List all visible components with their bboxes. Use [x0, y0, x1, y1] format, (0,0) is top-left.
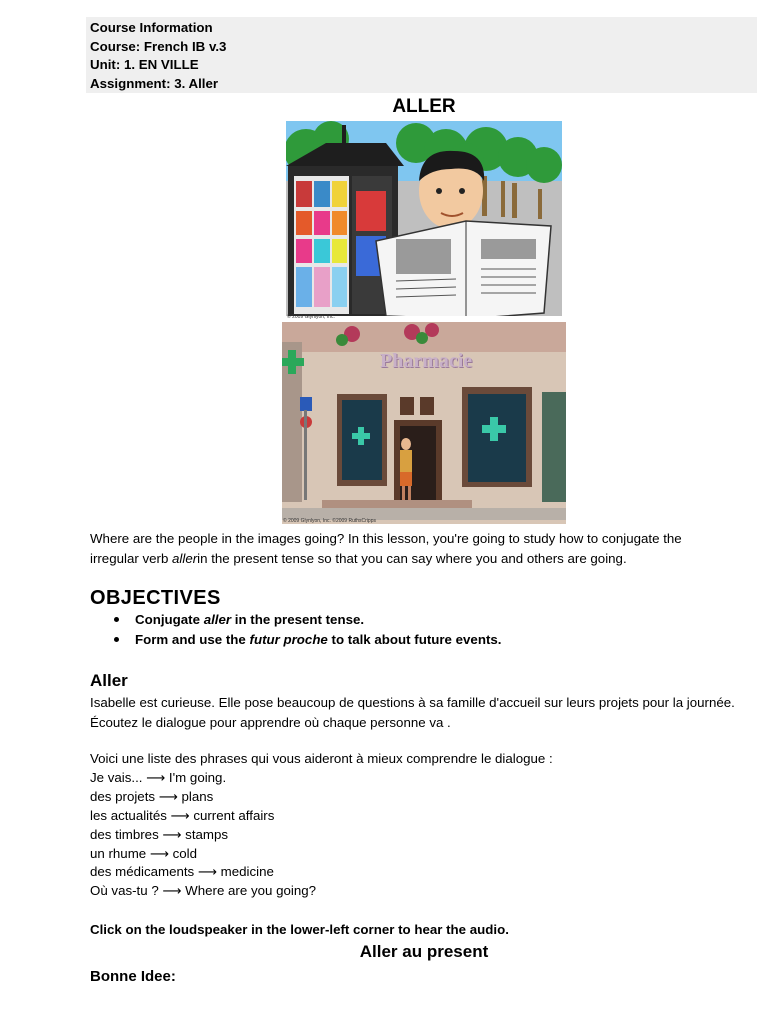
- course-name: Course: French IB v.3: [90, 38, 227, 54]
- pharmacy-credit: © 2009 Glynlyon, Inc. ©2009 RuthsCripps: [283, 518, 376, 524]
- vocab-item: des projets ⟶ plans: [90, 788, 214, 804]
- vocab-item: des timbres ⟶ stamps: [90, 826, 229, 842]
- unit-name: Unit: 1. EN VILLE: [90, 57, 199, 73]
- aller-p2: Écoutez le dialogue pour apprendre où chaque personne va .: [90, 714, 451, 730]
- vocab-item: un rhume ⟶ cold: [90, 845, 198, 861]
- vocab-item: Où vas-tu ? ⟶ Where are you going?: [90, 883, 317, 899]
- bullet-icon: [114, 637, 119, 642]
- objective-2-start: Form and use the: [135, 631, 250, 647]
- intro-line-1: Where are the people in the images going? In this lesson, you're going to study how to conjugate the: [90, 531, 682, 546]
- aller-p1: Isabelle est curieuse. Elle pose beaucoup de questions à sa famille d'accueil sur leurs projets pour la journée.: [90, 695, 735, 710]
- pharmacy-photo: [282, 322, 566, 524]
- aller-heading: Aller: [90, 671, 128, 690]
- objective-1-end: in the present tense.: [231, 612, 365, 627]
- intro-line-2-end: in the present tense so that you can say where you and others are going.: [197, 550, 627, 566]
- objectives-heading: OBJECTIVES: [90, 587, 221, 609]
- page-title: ALLER: [392, 96, 456, 117]
- assignment-name: Assignment: 3. Aller: [90, 76, 219, 92]
- course-info-heading: Course Information: [90, 20, 213, 35]
- course-info-box: [86, 17, 757, 93]
- vocab-intro: Voici une liste des phrases qui vous aideront à mieux comprendre le dialogue :: [90, 751, 553, 766]
- audio-instruction: Click on the loudspeaker in the lower-left corner to hear the audio.: [90, 922, 509, 937]
- present-heading: Aller au present: [359, 942, 489, 961]
- aller-paragraph: [90, 693, 735, 732]
- objectives-list: [90, 610, 501, 649]
- kiosk-credit: © 2009 Glynlyon, Inc.: [287, 314, 335, 320]
- vocab-item: des médicaments ⟶ medicine: [90, 864, 274, 880]
- objective-2-end: to talk about future events.: [327, 631, 502, 647]
- bonne-idee-heading: Bonne Idee:: [90, 968, 176, 985]
- intro-line-2-start: irregular verb: [90, 550, 173, 566]
- vocab-list: [90, 750, 553, 901]
- bullet-icon: [114, 617, 119, 622]
- intro-line-2: [90, 549, 682, 569]
- objective-2-em: futur proche: [249, 631, 328, 647]
- objective-item: [90, 610, 501, 630]
- pharmacy-sign: Pharmacie: [380, 350, 473, 372]
- intro-paragraph: [90, 529, 682, 568]
- objective-1-start: Conjugate: [135, 612, 204, 627]
- vocab-item: Je vais... ⟶ I'm going.: [90, 769, 227, 785]
- objective-item: [90, 630, 501, 650]
- intro-verb: aller: [172, 550, 198, 566]
- objective-1-em: aller: [203, 612, 232, 627]
- kiosk-illustration: [286, 121, 562, 322]
- vocab-item: les actualités ⟶ current affairs: [90, 807, 275, 823]
